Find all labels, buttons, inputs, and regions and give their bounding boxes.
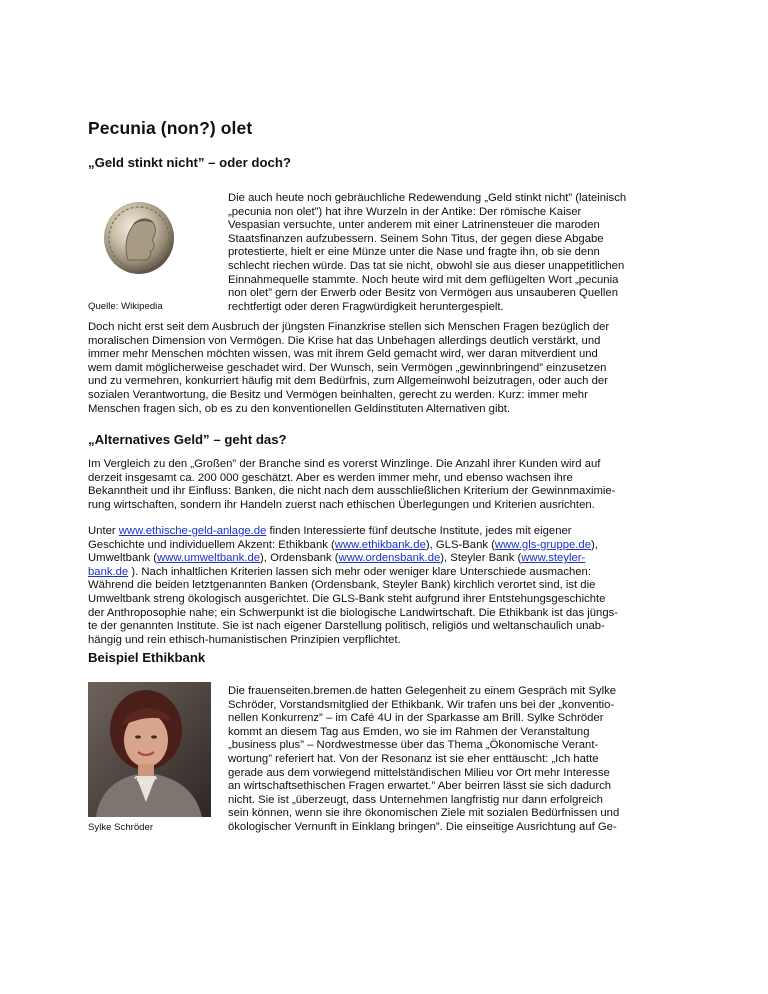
interview-text-line: nicht. Sie ist „überzeugt, dass Unternehmen langfristig nur dann erfolgreich <box>228 793 603 806</box>
paragraph-text-line: Im Vergleich zu den „Großen” der Branche sind es vorerst Winzlinge. Die Anzahl ihrer Kunden wird auf <box>88 458 601 470</box>
paragraph-text-line: der Anthroposophie nahe; ein Schwerpunkt ist die biologische Landwirtschaft. Die Ethikbank ist das jüngs- <box>88 606 619 619</box>
intro-text-line: schlecht riechen würde. Das tat sie nicht, obwohl sie aus dieser unappetitlichen <box>228 259 625 272</box>
paragraph-text-line: te der genannten Institute. Sie ist nach eigener Darstellung politisch, religiös und weltanschaulich unab- <box>88 620 605 633</box>
paragraph-text-line: Bekanntheit und ihr Einfluss: Banken, die nicht nach dem ausschließlichen Kriterium der Gewinnmaximie- <box>88 485 616 498</box>
intro-text-line: Einnahmequelle stammte. Noch heute wird mit dem geflügelten Wort „pecunia <box>228 273 619 286</box>
section-heading-alternatives-geld: „Alternatives Geld” – geht das? <box>88 432 287 447</box>
body-text-line: Menschen fragen sich, ob es zu den konventionellen Geldinstituten Alternativen gibt. <box>88 402 511 415</box>
body-paragraph-crisis <box>88 321 683 416</box>
portrait-image-sylke-schroeder <box>88 682 211 817</box>
paragraph-text-line: Umweltbank streng ökologisch ausgerichtet. Die GLS-Bank steht aufgrund ihrer Entstehungsgeschichte <box>88 592 606 605</box>
paragraph-text-line: derzeit insgesamt ca. 200 000 geschätzt. Aber es werden immer mehr, und ebenso wachsen ihre <box>88 471 573 484</box>
body-text-line: Doch nicht erst seit dem Ausbruch der jüngsten Finanzkrise stellen sich Menschen Fragen bezüglich der <box>88 321 610 333</box>
link-umweltbank[interactable]: www.umweltbank.de <box>157 552 261 565</box>
intro-text-line: Staatsfinanzen aufzubessern. Seinem Sohn Titus, der gegen diese Abgabe <box>228 232 604 245</box>
intro-text-line: rechtfertigt oder deren Fragwürdigkeit heruntergespielt. <box>228 300 504 313</box>
interview-text-line: gerade aus dem vorwiegend mittelständischen Milieu vor Ort mehr Interesse <box>228 766 610 779</box>
text-line4b: ). Nach inhaltlichen Kriterien lassen sich mehr oder weniger klare Unterschiede ausmachen: <box>128 565 591 578</box>
body-text-line: sozialen Verantwortung, die Besitz und Vermögen beinhalten, gerecht zu werden. Kurz: immer mehr <box>88 388 588 401</box>
interview-text-line: wortung” referiert hat. Von der Resonanz ist sie eher enttäuscht: „Ich hatte <box>228 752 599 765</box>
body-text-line: moralischen Dimension von Vermögen. Die Krise hat das Unbehagen allerdings deutlich verstärkt, und <box>88 334 601 347</box>
link-steyler-bank-part2[interactable]: bank.de <box>88 565 129 578</box>
paragraph-institute <box>88 525 683 647</box>
interview-text-line: ökologischer Vernunft in Einklang bringen”. Die einseitige Ausrichtung auf Ge- <box>228 820 617 833</box>
interview-text-line: Die frauenseiten.bremen.de hatten Gelegenheit zu einem Gespräch mit Sylke <box>228 685 617 697</box>
portrait-image-caption: Sylke Schröder <box>88 822 154 833</box>
link-ethische-geld-anlage[interactable]: www.ethische-geld-anlage.de <box>118 525 267 537</box>
text-unter: Unter <box>88 525 119 537</box>
paragraph-text-line: rung wirtschaften, sondern ihr Handeln zuerst nach ethischen Überlegungen und Kriterien ausrichten. <box>88 498 595 511</box>
link-steyler-bank-part1[interactable]: www.steyler- <box>521 552 586 565</box>
section-heading-beispiel-ethikbank: Beispiel Ethikbank <box>88 650 206 665</box>
interview-text-line: Schröder, Vorstandsmitglied der Ethikbank. Wir trafen uns bei der „konventio- <box>228 698 615 711</box>
body-text-line: und zu vermehren, konkurriert häufig mit dem Bedürfnis, zum Allgemeinwohl beizutragen, oder auch der <box>88 375 608 388</box>
interview-text-line: sein können, wenn sie ihre ökonomischen Ziele mit sozialen Bedürfnissen und <box>228 807 620 820</box>
interview-text-line: kommt an diesem Tag aus Emden, wo sie im Rahmen der Veranstaltung <box>228 725 590 738</box>
intro-text-line: Die auch heute noch gebräuchliche Redewendung „Geld stinkt nicht” (lateinisch <box>228 192 627 204</box>
intro-text-line: protestierte, hielt er eine Münze unter die Nase und fragte ihn, ob sie denn <box>228 246 600 259</box>
text-line2a: Geschichte und individuellem Akzent: Ethikbank ( <box>88 538 335 551</box>
paragraph-text-line: hängig und rein ethisch-humanistischen Prinzipien verpflichtet. <box>88 633 401 646</box>
text-line2b: ), GLS-Bank ( <box>425 538 495 551</box>
paragraph-interview <box>228 685 683 835</box>
section-heading-geld-stinkt: „Geld stinkt nicht” – oder doch? <box>88 155 291 170</box>
body-text-line: immer mehr Menschen möchten wissen, was mit ihrem Geld gemacht wird, wer daran mitverdient und <box>88 348 598 361</box>
interview-text-line: „business plus” – Nordwestmesse über das Thema „Ökonomische Verant- <box>228 739 599 752</box>
text-finden: finden Interessierte fünf deutsche Institute, jedes mit eigener <box>266 525 572 537</box>
intro-text-line: „pecunia non olet”) hat ihre Wurzeln in der Antike: Der römische Kaiser <box>228 205 582 218</box>
link-ethikbank[interactable]: www.ethikbank.de <box>334 538 426 551</box>
intro-text-line: Vespasian versuchte, unter anderem mit einer Latrinensteuer die maroden <box>228 219 600 232</box>
interview-text-line: nellen Konkurrenz” – im Café 4U in der Sparkasse am Brill. Sylke Schröder <box>228 712 604 725</box>
coin-image-caption: Quelle: Wikipedia <box>88 301 163 312</box>
link-gls-gruppe[interactable]: www.gls-gruppe.de <box>494 538 591 551</box>
link-ordensbank[interactable]: www.ordensbank.de <box>338 552 441 565</box>
text-line2c: ), <box>591 538 598 551</box>
text-line3a: Umweltbank ( <box>88 552 158 565</box>
interview-text-line: an wirtschaftsethischen Fragen erwartet.” Aber beirren lässt sie sich dadurch <box>228 780 612 793</box>
page-title: Pecunia (non?) olet <box>88 118 253 138</box>
paragraph-winzlinge <box>88 458 683 512</box>
text-line3c: ), Steyler Bank ( <box>440 552 522 565</box>
roman-coin-image <box>102 200 176 276</box>
paragraph-text-line: Während die beiden letztgenannten Banken (Ordensbank, Steyler Bank) kirchlich verortet sind, ist die <box>88 579 596 592</box>
body-text-line: wem damit möglicherweise geschadet wird. Der Wunsch, sein Vermögen „gewinnbringend” einzusetzen <box>88 361 607 374</box>
text-line3b: ), Ordensbank ( <box>260 552 339 565</box>
intro-text-line: non olet” gern der Erwerb oder Besitz von Vermögen aus unsauberen Quellen <box>228 287 618 300</box>
intro-paragraph <box>228 192 683 314</box>
